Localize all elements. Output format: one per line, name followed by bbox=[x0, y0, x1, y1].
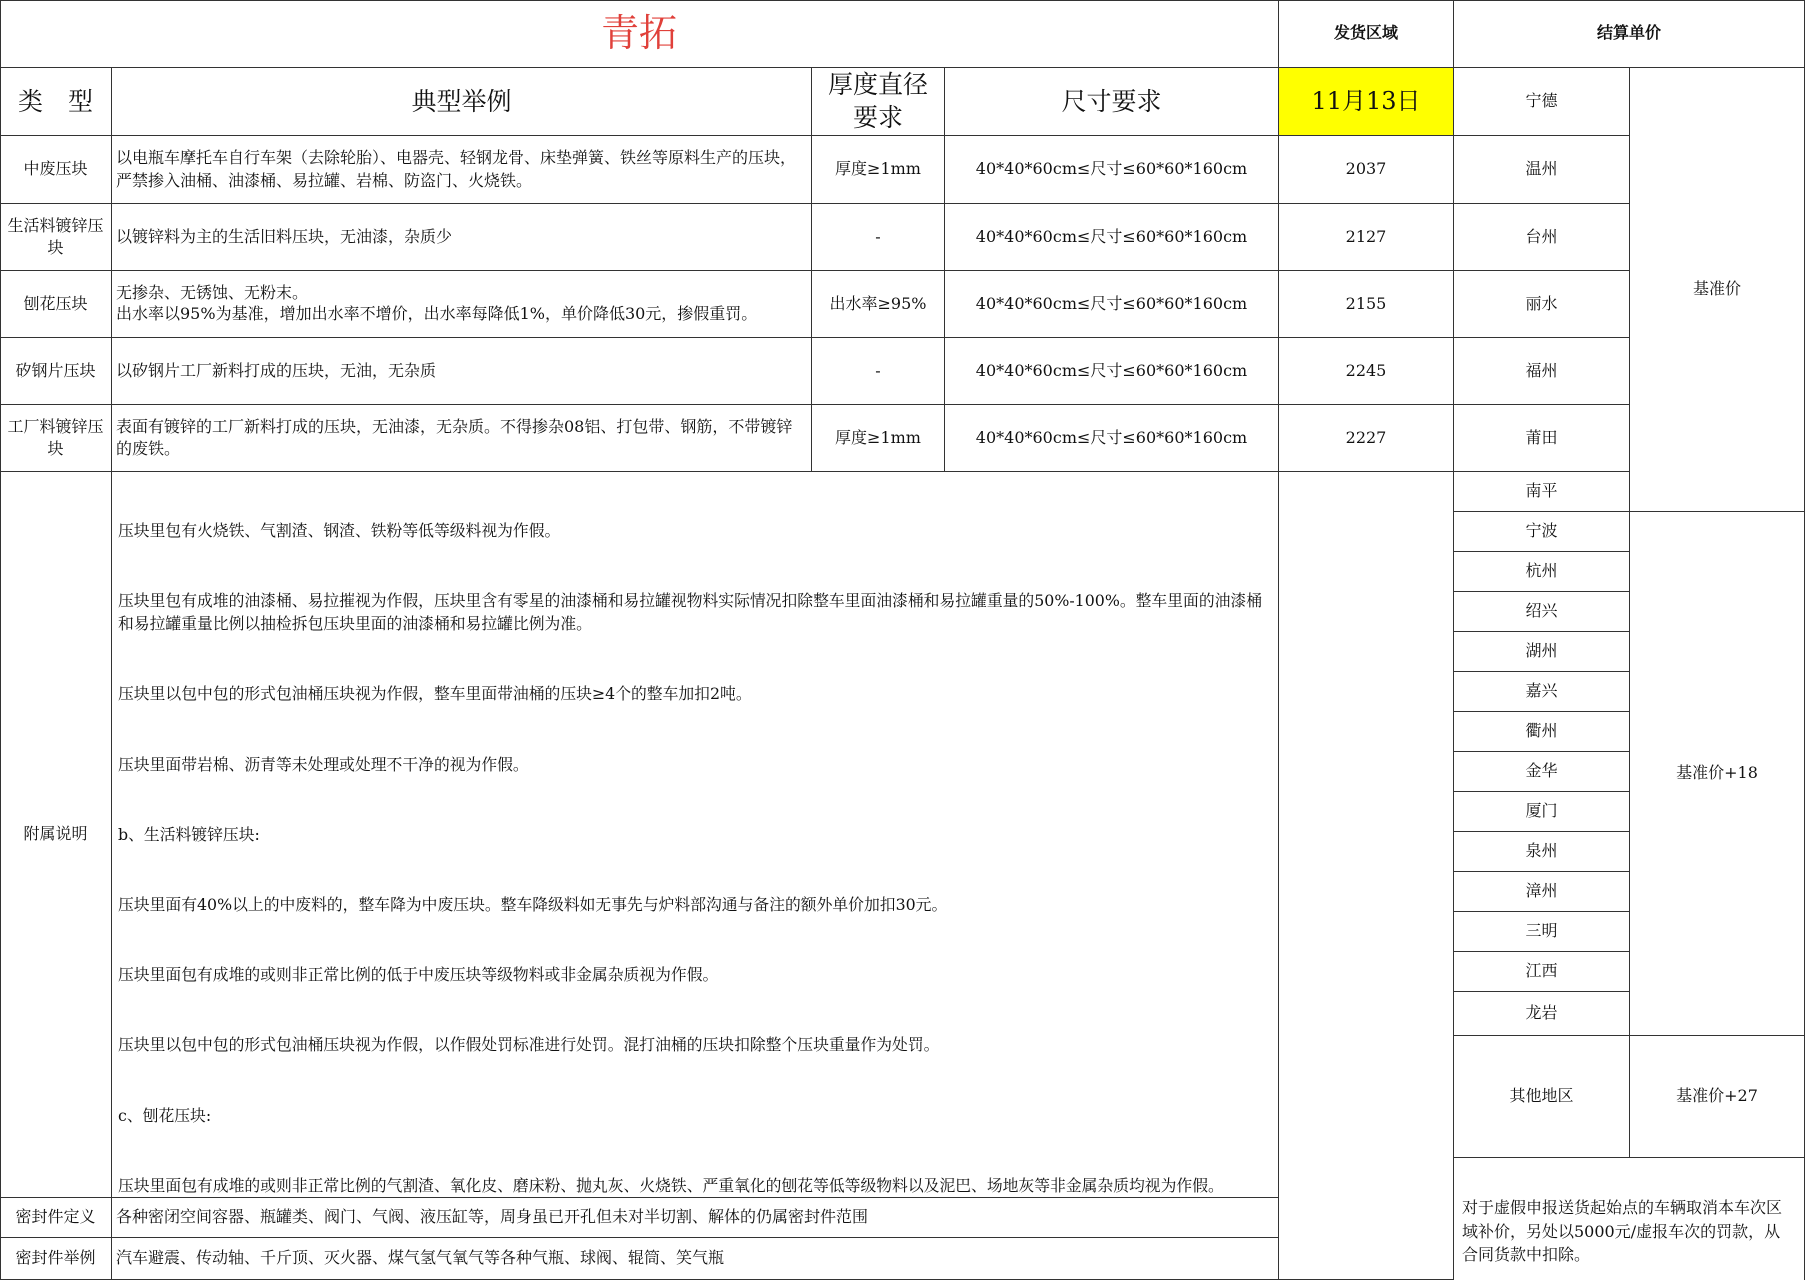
note-line: 压块里面包有成堆的或则非正常比例的气割渣、氧化皮、磨床粉、抛丸灰、火烧铁、严重氧化的刨花等低等级物料以及泥巴、场地灰等非金属杂质均视为作假。 bbox=[118, 1175, 1224, 1195]
note-line: 压块里面有40%以上的中废料的，整车降为中废压块。整车降级料如无事先与炉料部沟通与备注的额外单价加扣30元。 bbox=[118, 895, 948, 915]
region-cell: 其他地区 bbox=[1454, 1036, 1630, 1158]
example-header: 典型举例 bbox=[112, 68, 812, 136]
price-cell: 2155 bbox=[1279, 271, 1454, 338]
thickness-cell: - bbox=[812, 204, 945, 271]
region-cell: 龙岩 bbox=[1454, 992, 1630, 1036]
region-cell: 金华 bbox=[1454, 752, 1630, 792]
example-cell: 以矽钢片工厂新料打成的压块，无油，无杂质 bbox=[112, 338, 812, 405]
example-cell: 以镀锌料为主的生活旧料压块，无油漆，杂质少 bbox=[112, 204, 812, 271]
region-cell: 丽水 bbox=[1454, 271, 1630, 338]
thickness-cell: 厚度≥1mm bbox=[812, 405, 945, 472]
region-cell: 宁德 bbox=[1454, 68, 1630, 136]
region-cell: 衢州 bbox=[1454, 712, 1630, 752]
region-header: 发货区域 bbox=[1279, 0, 1454, 68]
region-cell: 漳州 bbox=[1454, 872, 1630, 912]
example-cell: 以电瓶车摩托车自行车架（去除轮胎）、电器壳、轻钢龙骨、床垫弹簧、铁丝等原料生产的压块，严禁掺入油桶、油漆桶、易拉罐、岩棉、防盗门、火烧铁。 bbox=[112, 136, 812, 204]
type-header: 类 型 bbox=[0, 68, 112, 136]
thickness-header: 厚度直径要求 bbox=[812, 68, 945, 136]
type-cell: 矽钢片压块 bbox=[0, 338, 112, 405]
size-cell: 40*40*60cm≤尺寸≤60*60*160cm bbox=[945, 405, 1279, 472]
region-cell: 绍兴 bbox=[1454, 592, 1630, 632]
region-cell: 三明 bbox=[1454, 912, 1630, 952]
region-cell: 福州 bbox=[1454, 338, 1630, 405]
thickness-cell: 厚度≥1mm bbox=[812, 136, 945, 204]
size-cell: 40*40*60cm≤尺寸≤60*60*160cm bbox=[945, 338, 1279, 405]
seal-example-text: 汽车避震、传动轴、千斤顶、灭火器、煤气氢气氧气等各种气瓶、球阀、辊筒、笑气瓶 bbox=[112, 1238, 1279, 1280]
region-cell: 台州 bbox=[1454, 204, 1630, 271]
note-line: 压块里面包有成堆的或则非正常比例的低于中废压块等级物料或非金属杂质视为作假。 bbox=[118, 965, 719, 985]
note-line: c、刨花压块: bbox=[118, 1105, 212, 1125]
price-band-plus27: 基准价+27 bbox=[1630, 1036, 1805, 1158]
type-cell: 工厂料镀锌压块 bbox=[0, 405, 112, 472]
price-band-plus18: 基准价+18 bbox=[1630, 512, 1805, 1036]
region-cell: 杭州 bbox=[1454, 552, 1630, 592]
price-cell: 2245 bbox=[1279, 338, 1454, 405]
note-line: 压块里包有成堆的油漆桶、易拉摧视为作假，压块里含有零星的油漆桶和易拉罐视物料实际情况扣除整车里面油漆桶和易拉罐重量的50%-100%。整车里面的油漆桶和易拉罐重量比例以抽检拆包压块里面的油漆桶和易拉罐比例为准。 bbox=[118, 590, 1263, 634]
penalty-footnote: 对于虚假申报送货起始点的车辆取消本车次区域补价，另处以5000元/虚报车次的罚款，从合同货款中扣除。 bbox=[1454, 1158, 1805, 1280]
note-line: 压块里以包中包的形式包油桶压块视为作假，以作假处罚标准进行处罚。混打油桶的压块扣除整个压块重量作为处罚。 bbox=[118, 1035, 940, 1055]
notes-body bbox=[112, 472, 1279, 1198]
notes-text bbox=[118, 472, 1272, 1198]
date-header: 11月13日 bbox=[1279, 68, 1454, 136]
unit-price-header: 结算单价 bbox=[1454, 0, 1805, 68]
price-cell: 2127 bbox=[1279, 204, 1454, 271]
thickness-cell: - bbox=[812, 338, 945, 405]
price-cell: 2037 bbox=[1279, 136, 1454, 204]
note-line: 压块里面带岩棉、沥青等未处理或处理不干净的视为作假。 bbox=[118, 754, 529, 774]
example-cell: 无掺杂、无锈蚀、无粉末。 出水率以95%为基准，增加出水率不增价，出水率每降低1%，单价降低30元，掺假重罚。 bbox=[112, 271, 812, 338]
note-line: 压块里包有火烧铁、气割渣、钢渣、铁粉等低等级料视为作假。 bbox=[118, 520, 561, 540]
page-title: 青拓 bbox=[0, 0, 1279, 68]
region-cell: 湖州 bbox=[1454, 632, 1630, 672]
notes-label: 附属说明 bbox=[0, 472, 112, 1198]
seal-definition-text: 各种密闭空间容器、瓶罐类、阀门、气阀、液压缸等，周身虽已开孔但未对半切割、解体的仍属密封件范围 bbox=[112, 1198, 1279, 1238]
size-header: 尺寸要求 bbox=[945, 68, 1279, 136]
region-cell: 莆田 bbox=[1454, 405, 1630, 472]
region-cell: 江西 bbox=[1454, 952, 1630, 992]
size-cell: 40*40*60cm≤尺寸≤60*60*160cm bbox=[945, 204, 1279, 271]
region-cell: 南平 bbox=[1454, 472, 1630, 512]
region-cell: 宁波 bbox=[1454, 512, 1630, 552]
seal-definition-label: 密封件定义 bbox=[0, 1198, 112, 1238]
seal-example-label: 密封件举例 bbox=[0, 1238, 112, 1280]
example-cell: 表面有镀锌的工厂新料打成的压块，无油漆，无杂质。不得掺杂08铝、打包带、钢筋，不带镀锌的废铁。 bbox=[112, 405, 812, 472]
region-cell: 嘉兴 bbox=[1454, 672, 1630, 712]
type-cell: 生活料镀锌压块 bbox=[0, 204, 112, 271]
date-column-blank bbox=[1279, 472, 1454, 1280]
region-cell: 厦门 bbox=[1454, 792, 1630, 832]
thickness-cell: 出水率≥95% bbox=[812, 271, 945, 338]
size-cell: 40*40*60cm≤尺寸≤60*60*160cm bbox=[945, 271, 1279, 338]
note-line: 压块里以包中包的形式包油桶压块视为作假，整车里面带油桶的压块≥4个的整车加扣2吨。 bbox=[118, 684, 752, 704]
price-band-base: 基准价 bbox=[1630, 68, 1805, 512]
region-cell: 泉州 bbox=[1454, 832, 1630, 872]
type-cell: 刨花压块 bbox=[0, 271, 112, 338]
size-cell: 40*40*60cm≤尺寸≤60*60*160cm bbox=[945, 136, 1279, 204]
price-cell: 2227 bbox=[1279, 405, 1454, 472]
region-cell: 温州 bbox=[1454, 136, 1630, 204]
type-cell: 中废压块 bbox=[0, 136, 112, 204]
note-line: b、生活料镀锌压块: bbox=[118, 824, 260, 844]
